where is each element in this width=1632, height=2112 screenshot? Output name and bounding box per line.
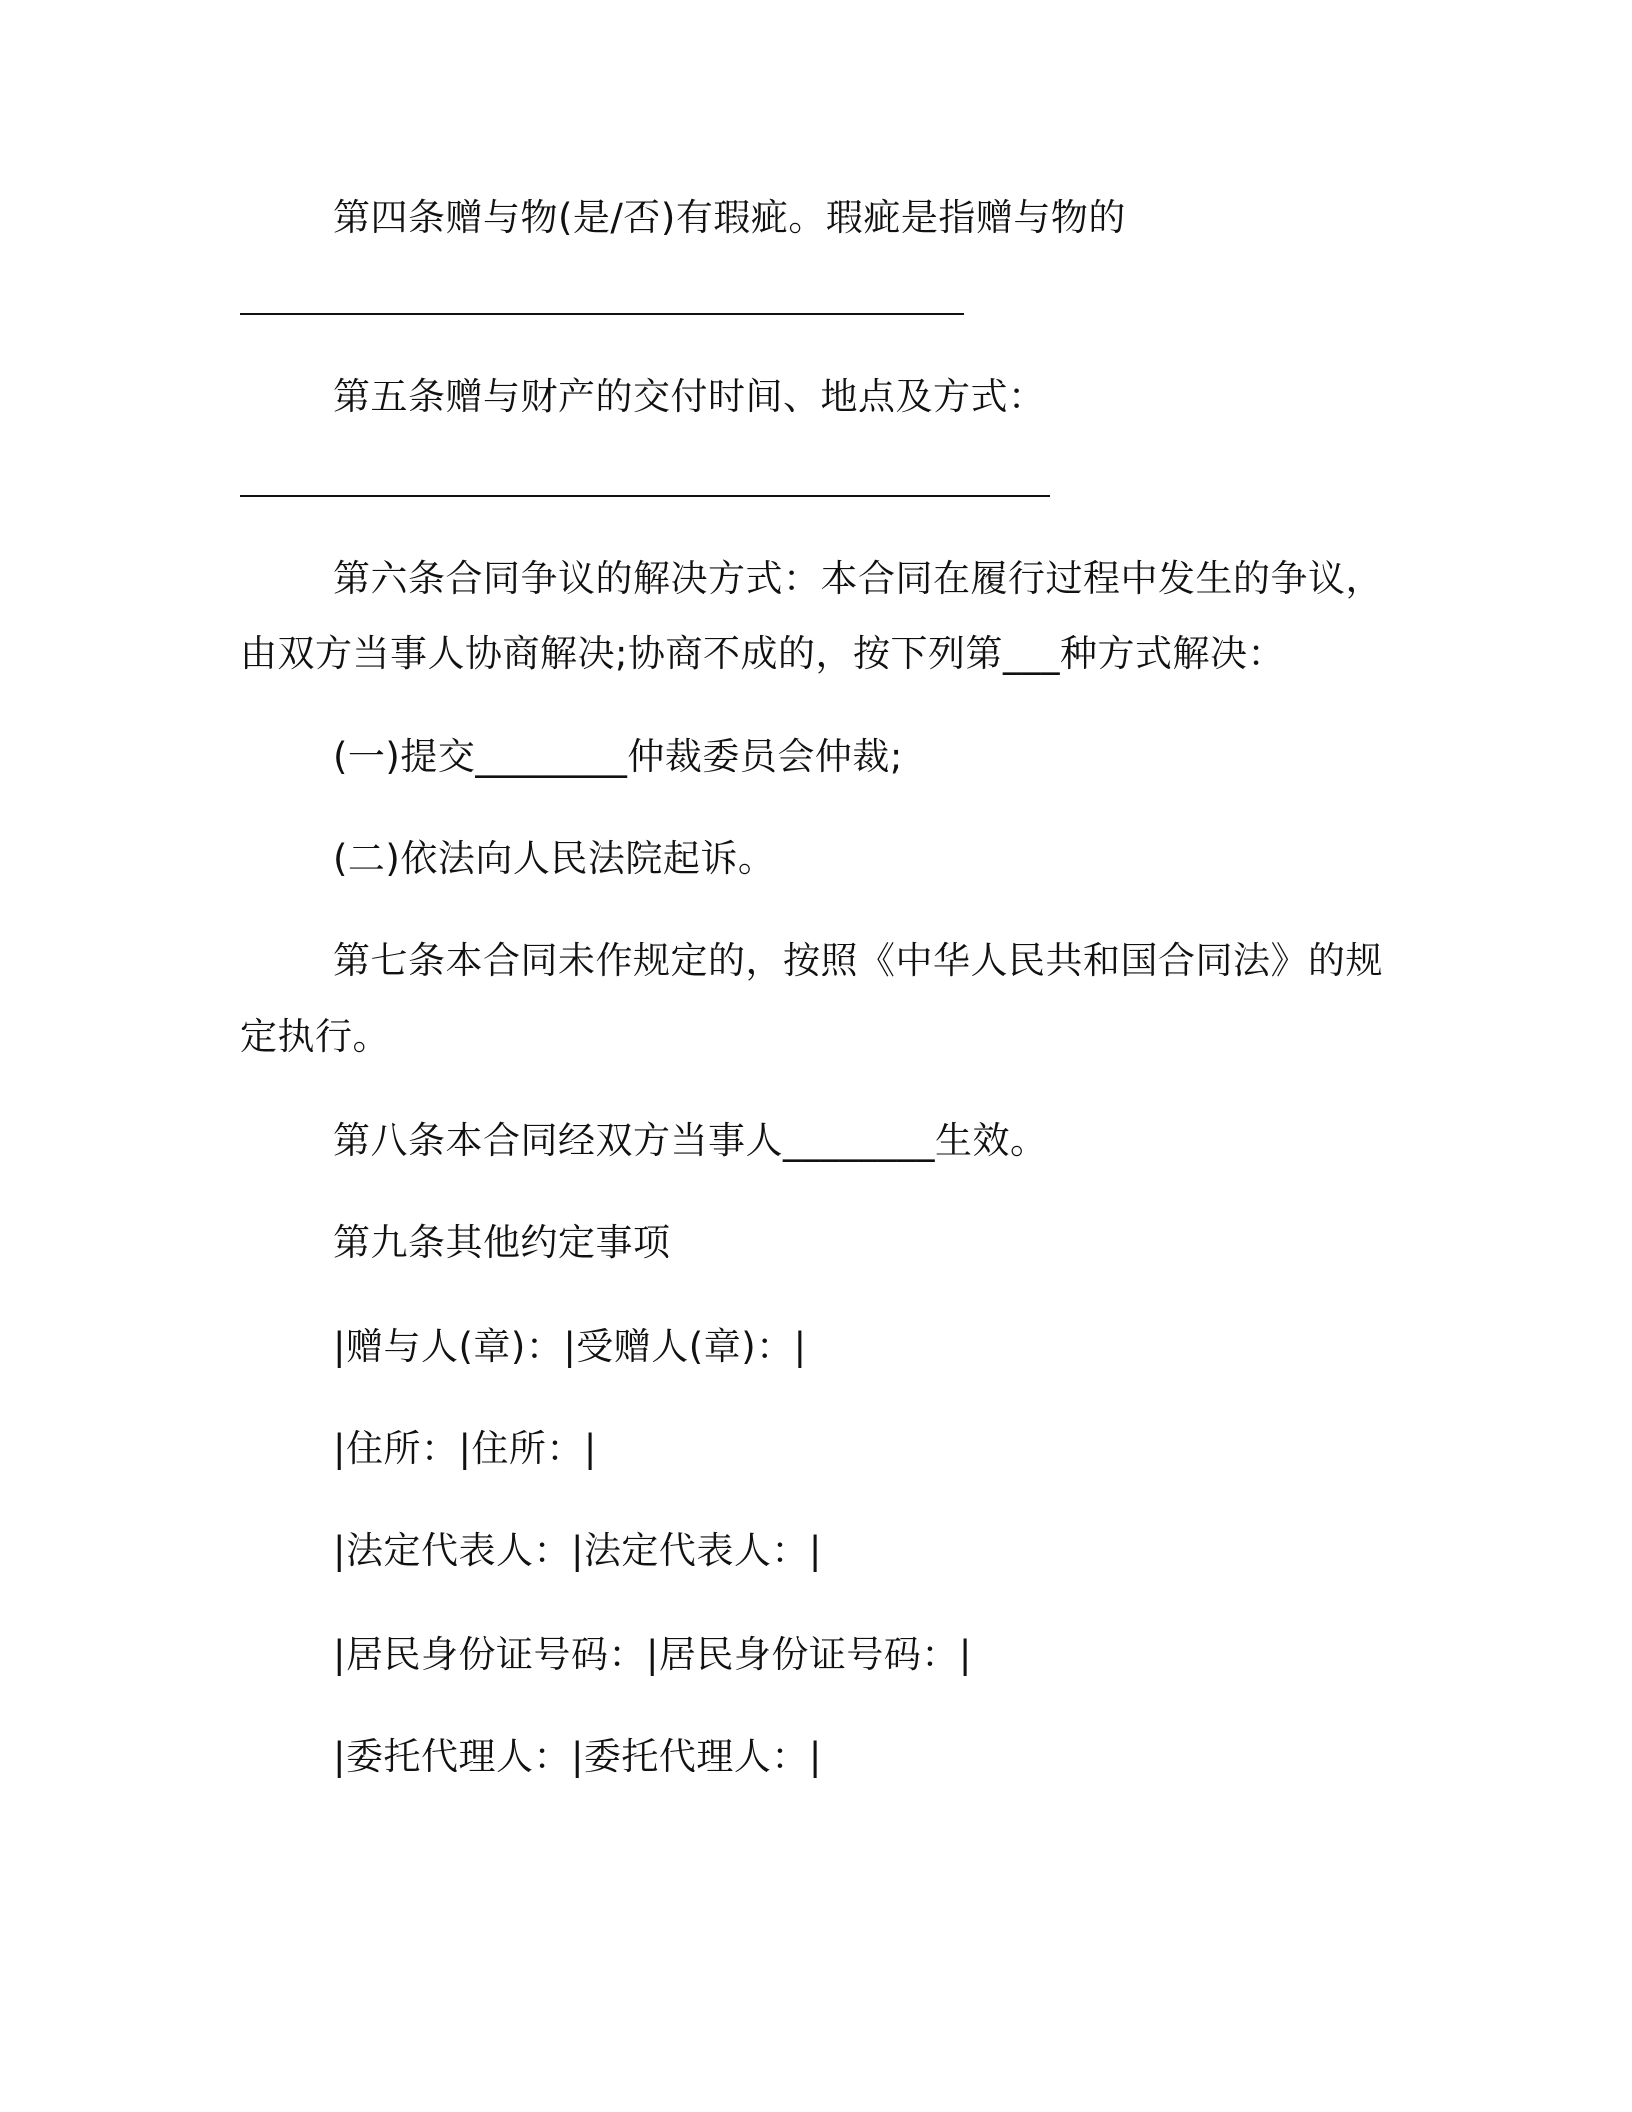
- article-6-line-2: 由双方当事人协商解决;协商不成的，按下列第___种方式解决：: [240, 632, 1285, 675]
- article-8-text: 第八条本合同经双方当事人________生效。: [333, 1119, 1048, 1162]
- signature-row-donor-donee: |赠与人(章)：|受赠人(章)：|: [333, 1325, 807, 1368]
- dispute-option-1: (一)提交________仲裁委员会仲裁;: [333, 735, 903, 778]
- blank-line-article-4: [240, 313, 964, 315]
- signature-row-agent: |委托代理人：|委托代理人：|: [333, 1735, 822, 1778]
- article-7-line-2: 定执行。: [240, 1015, 390, 1058]
- article-6-line-1: 第六条合同争议的解决方式：本合同在履行过程中发生的争议，: [333, 557, 1383, 600]
- article-5-text: 第五条赠与财产的交付时间、地点及方式：: [333, 375, 1046, 418]
- signature-row-legal-representative: |法定代表人：|法定代表人：|: [333, 1529, 822, 1572]
- article-9-text: 第九条其他约定事项: [333, 1221, 671, 1264]
- signature-row-id-number: |居民身份证号码：|居民身份证号码：|: [333, 1633, 972, 1676]
- article-7-line-1: 第七条本合同未作规定的，按照《中华人民共和国合同法》的规: [333, 939, 1383, 982]
- article-4-text: 第四条赠与物(是/否)有瑕疵。瑕疵是指赠与物的: [333, 196, 1126, 239]
- dispute-option-2: (二)依法向人民法院起诉。: [333, 837, 776, 880]
- blank-line-article-5: [240, 495, 1050, 497]
- signature-row-address: |住所：|住所：|: [333, 1427, 597, 1470]
